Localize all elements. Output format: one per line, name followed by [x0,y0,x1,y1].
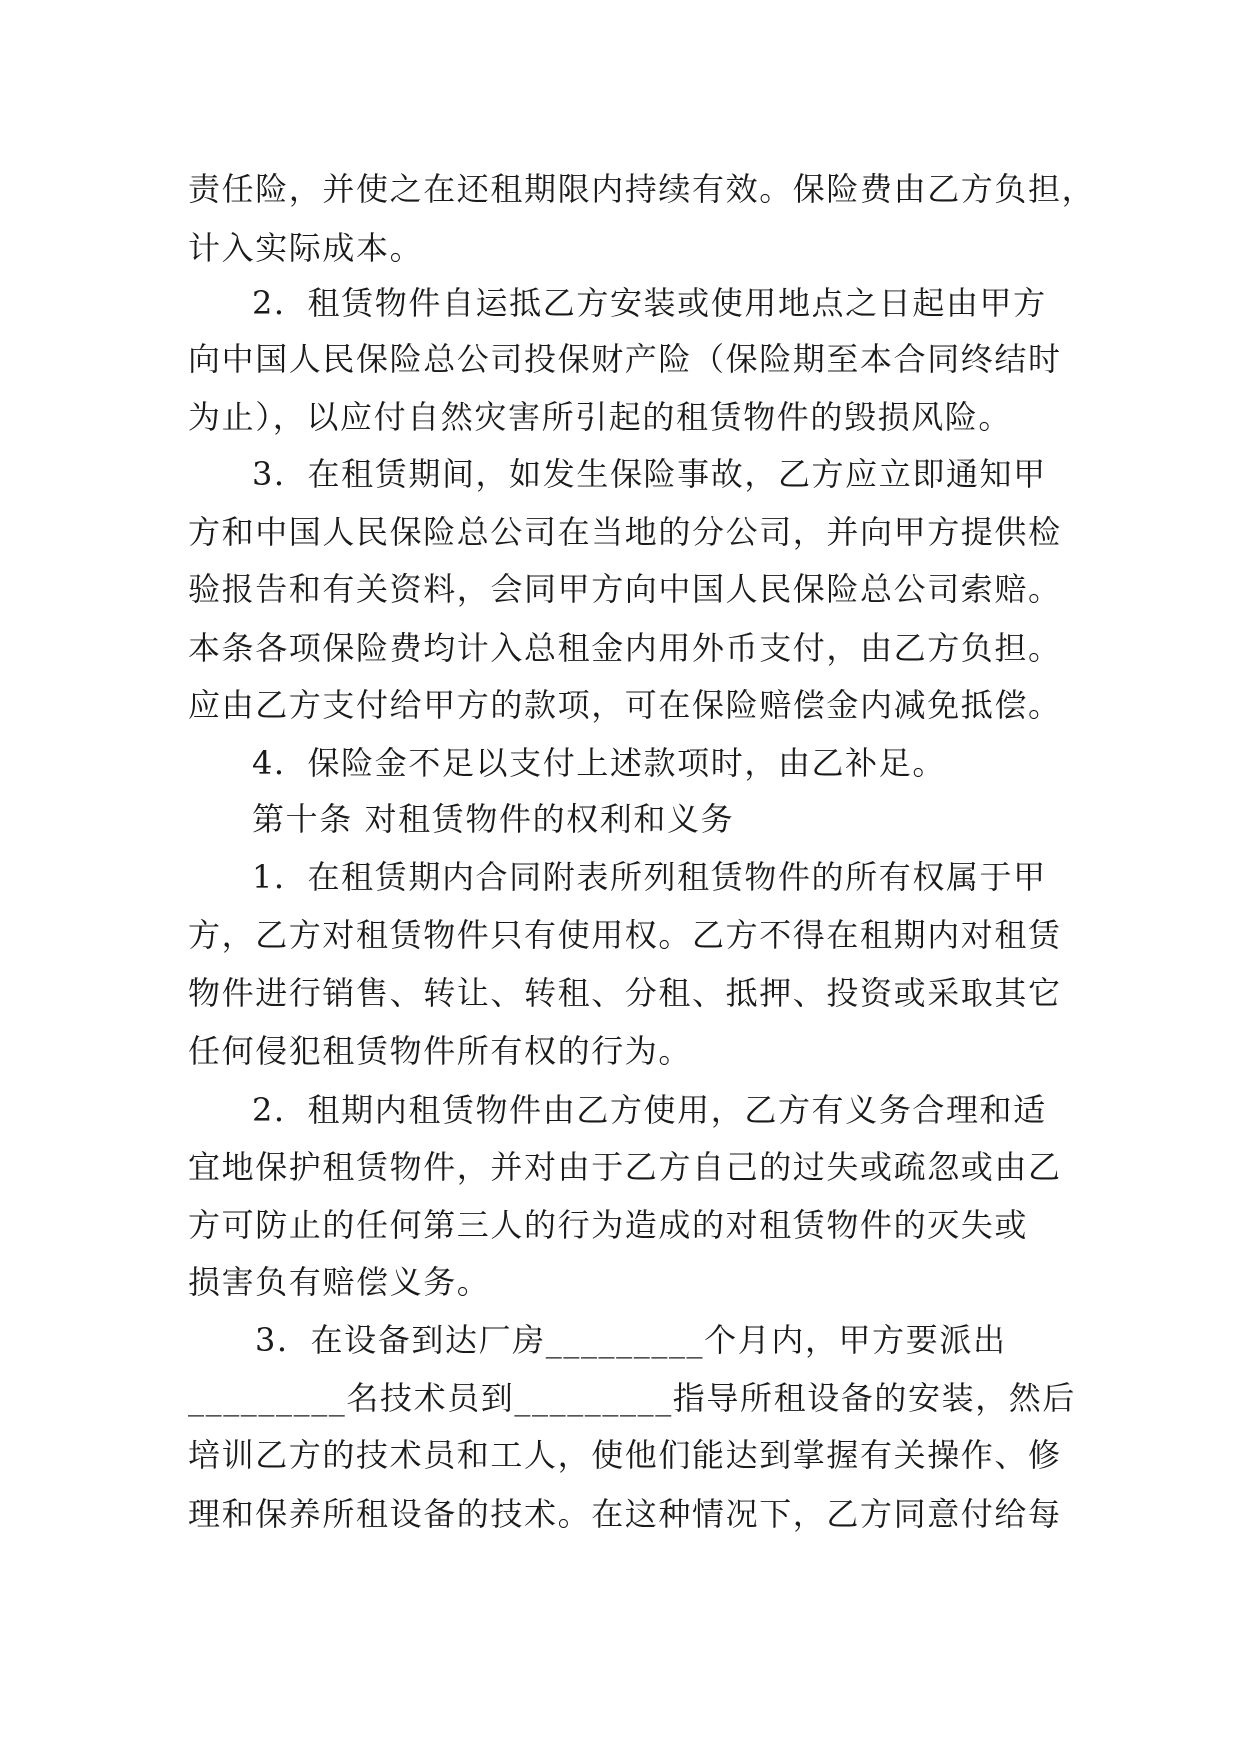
text-line: 责任险，并使之在还租期限内持续有效。保险费由乙方负担， [188,170,1096,208]
text-line: _________名技术员到_________指导所租设备的安装，然后 [188,1379,1077,1417]
text-line: 3．在租赁期间，如发生保险事故，乙方应立即通知甲 [252,455,1047,493]
text-line: 2．租期内租赁物件由乙方使用，乙方有义务合理和适 [252,1091,1047,1129]
text-line: 3．在设备到达厂房_________个月内，甲方要派出 [255,1321,1007,1359]
text-line: 向中国人民保险总公司投保财产险（保险期至本合同终结时 [188,340,1062,378]
text-line: 方和中国人民保险总公司在当地的分公司，并向甲方提供检 [188,513,1062,551]
text-line: 验报告和有关资料，会同甲方向中国人民保险总公司索赔。 [188,570,1062,608]
text-line: 本条各项保险费均计入总租金内用外币支付，由乙方负担。 [188,629,1062,667]
text-line: 宜地保护租赁物件，并对由于乙方自己的过失或疏忽或由乙 [188,1148,1062,1186]
section-heading: 第十条 对租赁物件的权利和义务 [252,800,735,838]
text-line: 培训乙方的技术员和工人，使他们能达到掌握有关操作、修 [188,1436,1062,1474]
text-line: 方，乙方对租赁物件只有使用权。乙方不得在租期内对租赁 [188,916,1062,954]
text-line: 损害负有赔偿义务。 [188,1263,491,1301]
text-line: 应由乙方支付给甲方的款项，可在保险赔偿金内减免抵偿。 [188,686,1062,724]
text-line: 4．保险金不足以支付上述款项时，由乙补足。 [252,744,946,782]
text-line: 1．在租赁期内合同附表所列租赁物件的所有权属于甲 [252,858,1047,896]
text-line: 计入实际成本。 [188,229,424,267]
text-line: 理和保养所租设备的技术。在这种情况下，乙方同意付给每 [188,1495,1062,1533]
text-line: 任何侵犯租赁物件所有权的行为。 [188,1032,693,1070]
text-line: 2．租赁物件自运抵乙方安装或使用地点之日起由甲方 [252,284,1047,322]
text-line: 方可防止的任何第三人的行为造成的对租赁物件的灭失或 [188,1206,1029,1244]
text-line: 物件进行销售、转让、转租、分租、抵押、投资或采取其它 [188,974,1062,1012]
text-line: 为止），以应付自然灾害所引起的租赁物件的毁损风险。 [188,398,1013,436]
